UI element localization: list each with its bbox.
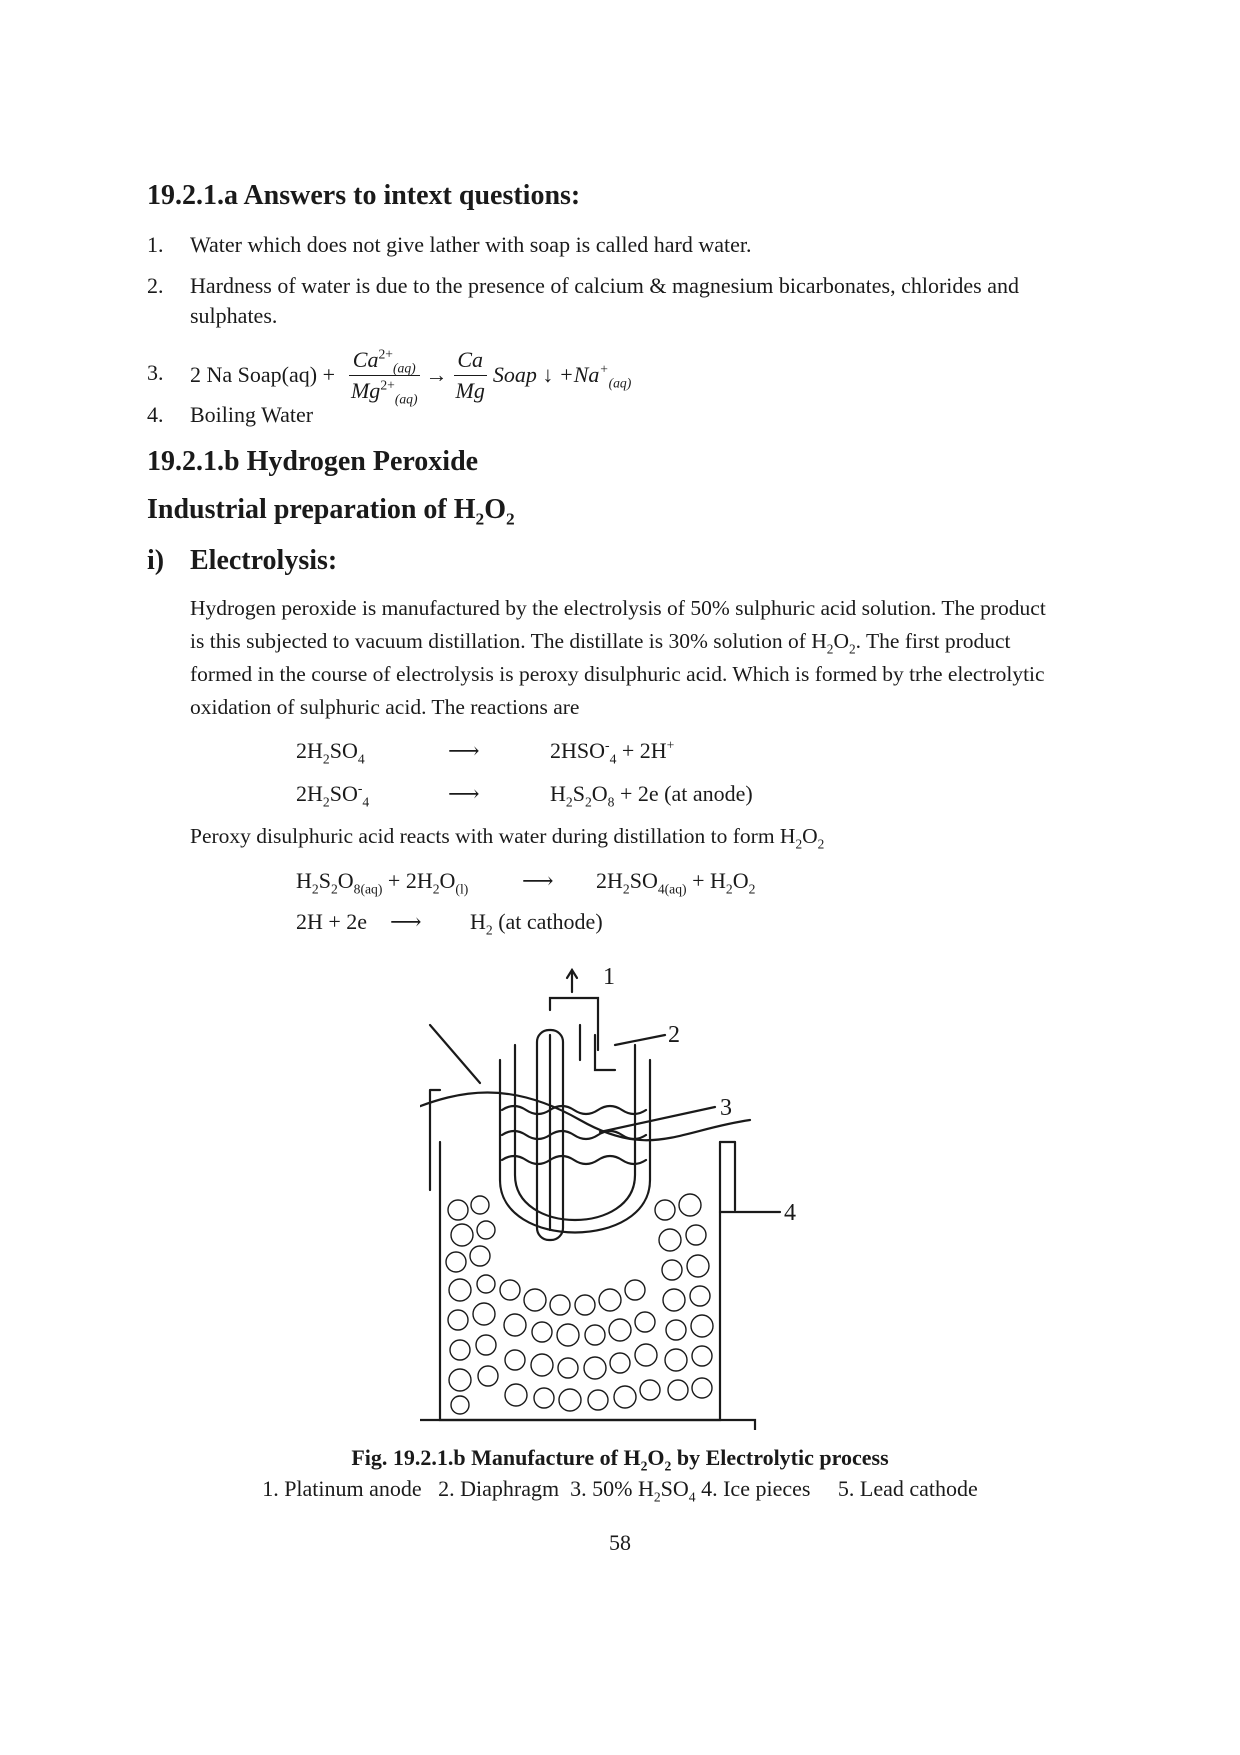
ice-pieces bbox=[446, 1194, 713, 1414]
reaction-1-left: $2H_2SO_4$ bbox=[296, 738, 365, 767]
base-plate bbox=[420, 1420, 755, 1430]
fraction-ions: $\frac{Ca^{2+}_{(aq)}}{Mg^{2+}_{(aq)}}$ bbox=[350, 346, 418, 406]
reaction-4-right: $H_2$ (at cathode) bbox=[470, 909, 603, 938]
reaction-2-left: $2H_2SO^-_4$ bbox=[296, 780, 370, 810]
reaction-arrow: ⟶ bbox=[390, 909, 422, 934]
electrolytic-cell-diagram bbox=[420, 950, 860, 1430]
figure-caption: Fig. 19.2.1.b Manufacture of $H_2O_2$ by Electrolytic process bbox=[351, 1445, 889, 1474]
equation-prefix: 2 Na Soap(aq) + bbox=[190, 362, 335, 387]
electrolysis-title: Electrolysis: bbox=[190, 545, 338, 576]
list-number: 3. bbox=[147, 360, 164, 385]
page-number: 58 bbox=[609, 1530, 631, 1555]
outer-vessel bbox=[440, 1142, 720, 1420]
reaction-arrow: ⟶ bbox=[448, 738, 480, 763]
reaction-arrow: ⟶ bbox=[522, 868, 554, 893]
peroxy-sentence: Peroxy disulphuric acid reacts with water during distillation to form $H_2O_2$ bbox=[190, 824, 825, 852]
list-number: 1. bbox=[147, 232, 164, 257]
soap-equation bbox=[190, 340, 631, 410]
reaction-3-left: $H_2S_2O_{8(aq)} + 2H_2O_{(l)}$ bbox=[296, 868, 469, 897]
section-heading-a: 19.2.1.a Answers to intext questions: bbox=[147, 180, 581, 211]
reaction-4-left: 2H + 2e bbox=[296, 909, 368, 934]
reaction-arrow: → bbox=[425, 362, 448, 387]
figure-label-4: 4 bbox=[784, 1200, 796, 1226]
list-item-text: Hardness of water is due to the presence of calcium & magnesium bicarbonates, chlorides and bbox=[190, 273, 1019, 298]
fraction-metals: $\frac{Ca}{Mg}$ bbox=[455, 346, 485, 403]
electrolysis-paragraph: Hydrogen peroxide is manufactured by the electrolysis of 50% sulphuric acid solution. The product is this subjected to vacuum distillation. The distillate is 30% solution of $H_2O_2$. The first product formed in the course of electrolysis is peroxy disulphuric acid. Which is formed by trhe electrolytic oxidation of sulphuric acid. The reactions are bbox=[190, 596, 1046, 719]
reaction-1-right: $2HSO^-_4 + 2H^+$ bbox=[550, 737, 675, 767]
subheading-industrial: Industrial preparation of $H_2O_2$ bbox=[147, 494, 515, 529]
reaction-arrow: ⟶ bbox=[448, 781, 480, 806]
reaction-3-right: $2H_2SO_{4(aq)} + H_2O_2$ bbox=[596, 868, 756, 897]
figure-label-3: 3 bbox=[720, 1095, 732, 1121]
electrolysis-number: i) bbox=[147, 545, 165, 576]
list-item-text: Boiling Water bbox=[190, 402, 314, 427]
list-number: 2. bbox=[147, 273, 164, 298]
cathode-wire bbox=[430, 1025, 480, 1083]
cathode-lead bbox=[420, 1093, 750, 1141]
section-heading-b: 19.2.1.b Hydrogen Peroxide bbox=[147, 446, 479, 477]
figure-label-2: 2 bbox=[668, 1022, 680, 1048]
figure-label-1: 1 bbox=[603, 964, 615, 990]
list-number: 4. bbox=[147, 402, 164, 427]
equation-suffix: Soap ↓ $+Na^+_{(aq)}$ bbox=[492, 361, 632, 391]
list-item-text: Water which does not give lather with soap is called hard water. bbox=[190, 232, 752, 257]
reaction-2-right: $H_2S_2O_8 + 2e$ (at anode) bbox=[550, 781, 753, 810]
list-item-text-continued: sulphates. bbox=[190, 303, 278, 328]
figure-legend: 1. Platinum anode 2. Diaphragm 3. 50% $H_2SO_4$ 4. Ice pieces 5. Lead cathode bbox=[262, 1476, 978, 1505]
